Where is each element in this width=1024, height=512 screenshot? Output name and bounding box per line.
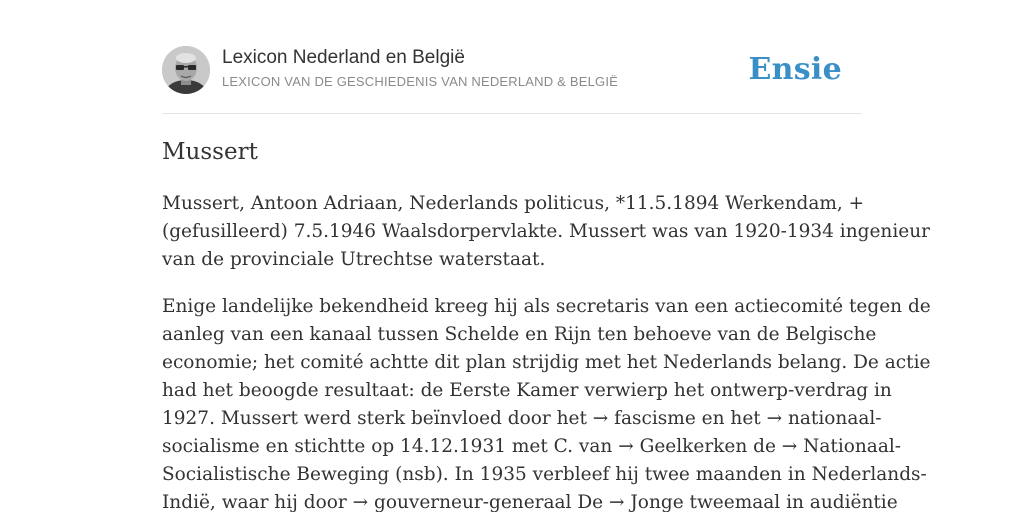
paragraph-line: economie; het comité achtte dit plan strijdig met het Nederlands belang. De actie — [162, 352, 931, 373]
author-portrait-icon — [162, 46, 210, 94]
article-body — [162, 190, 931, 512]
source-subtitle: LEXICON VAN DE GESCHIEDENIS VAN NEDERLAND & BELGIË — [222, 74, 619, 89]
article-title: Mussert — [162, 139, 258, 165]
paragraph-line[interactable]: socialisme en stichtte op 14.12.1931 met C. van → Geelkerken de → Nationaal- — [162, 436, 902, 457]
paragraph-line[interactable]: 1927. Mussert werd sterk beïnvloed door het → fascisme en het → nationaal- — [162, 408, 882, 429]
paragraph-2 — [162, 293, 931, 512]
paragraph-line: Socialistische Beweging (nsb). In 1935 verbleef hij twee maanden in Nederlands- — [162, 464, 927, 485]
paragraph-line: (gefusilleerd) 7.5.1946 Waalsdorpervlakte. Mussert was van 1920-1934 ingenieur — [162, 221, 930, 242]
avatar[interactable] — [162, 46, 210, 94]
paragraph-1 — [162, 190, 930, 274]
paragraph-line: Mussert, Antoon Adriaan, Nederlands politicus, *11.5.1894 Werkendam, + — [162, 193, 865, 214]
paragraph-line[interactable]: Indië, waar hij door → gouverneur-generaal De → Jonge tweemaal in audiëntie — [162, 492, 898, 512]
source-header — [162, 46, 862, 96]
paragraph-line: had het beoogde resultaat: de Eerste Kamer verwierp het ontwerp-verdrag in — [162, 380, 892, 401]
header-divider — [162, 113, 862, 114]
brand-logo[interactable]: Ensie — [748, 52, 842, 87]
source-title[interactable]: Lexicon Nederland en België — [222, 47, 465, 68]
paragraph-line: Enige landelijke bekendheid kreeg hij als secretaris van een actiecomité tegen de — [162, 296, 931, 317]
paragraph-line: aanleg van een kanaal tussen Schelde en Rijn ten behoeve van de Belgische — [162, 324, 877, 345]
paragraph-line: van de provinciale Utrechtse waterstaat. — [162, 249, 546, 270]
